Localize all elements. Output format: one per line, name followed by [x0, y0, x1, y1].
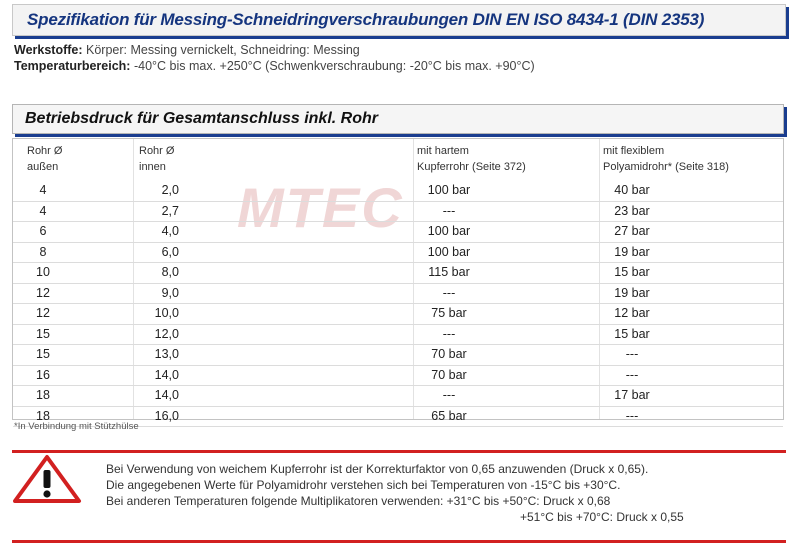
- warning-line: Bei anderen Temperaturen folgende Multiplikatoren verwenden: +31°C bis +50°C: Druck x 0,68: [106, 494, 611, 508]
- cell-inner: 6,0: [161, 244, 179, 259]
- cell-polyamide: 15 bar: [614, 326, 650, 341]
- cell-polyamide: 19 bar: [614, 285, 650, 300]
- cell-copper: 100 bar: [427, 183, 471, 197]
- table-row: [13, 202, 783, 223]
- cell-polyamide: 12 bar: [614, 306, 650, 320]
- table-row: [13, 325, 783, 346]
- cell-polyamide: 19 bar: [614, 244, 650, 259]
- material-label: Werkstoffe:: [14, 43, 83, 57]
- watermark-logo: MTEC: [237, 176, 404, 239]
- cell-copper: 70 bar: [431, 347, 467, 361]
- cell-polyamide: 40 bar: [614, 183, 650, 197]
- cell-polyamide: 15 bar: [614, 265, 650, 279]
- warning-line: Die angegebenen Werte für Polyamidrohr verstehen sich bei Temperaturen von -15°C bis +30°C.: [106, 478, 621, 492]
- table-row: [13, 263, 783, 284]
- warning-rule-top: [12, 450, 786, 453]
- cell-inner: 8,0: [161, 265, 179, 279]
- cell-outer: 4: [39, 203, 47, 218]
- temperature-label: Temperaturbereich:: [14, 59, 131, 73]
- cell-outer: 12: [36, 306, 50, 320]
- cell-outer: 4: [39, 183, 47, 197]
- warning-rule-bottom: [12, 540, 786, 543]
- table-row: [13, 222, 783, 243]
- cell-polyamide: 17 bar: [614, 388, 650, 402]
- cell-inner: 16,0: [154, 408, 179, 423]
- table-row: [13, 181, 783, 202]
- cell-copper: ---: [442, 203, 456, 218]
- table-row: [13, 304, 783, 325]
- cell-inner: 2,0: [161, 183, 179, 197]
- cell-polyamide: ---: [625, 347, 639, 361]
- header-copper-1: mit hartem: [417, 145, 469, 157]
- cell-copper: ---: [442, 388, 456, 402]
- header-inner-diameter-1: Rohr Ø: [139, 145, 175, 157]
- table-header: [13, 143, 783, 179]
- cell-polyamide: 23 bar: [614, 203, 650, 218]
- cell-inner: 10,0: [154, 306, 179, 320]
- header-polyamide-1: mit flexiblem: [603, 145, 665, 157]
- cell-inner: 4,0: [161, 224, 179, 238]
- page-title: Spezifikation für Messing-Schneidringverschraubungen DIN EN ISO 8434-1 (DIN 2353): [27, 10, 705, 29]
- cell-copper: 100 bar: [427, 244, 471, 259]
- cell-copper: ---: [442, 326, 456, 341]
- cell-copper: 70 bar: [431, 367, 467, 382]
- cell-inner: 12,0: [154, 326, 179, 341]
- section-banner: [12, 104, 784, 134]
- material-line: [14, 42, 535, 58]
- temperature-value: -40°C bis max. +250°C (Schwenkverschraubung: -20°C bis max. +90°C): [133, 59, 535, 73]
- table-row: [13, 366, 783, 387]
- cell-copper: 75 bar: [431, 306, 467, 320]
- cell-inner: 14,0: [154, 367, 179, 382]
- cell-polyamide: 27 bar: [614, 224, 650, 238]
- material-value: Körper: Messing vernickelt, Schneidring: Messing: [86, 43, 360, 57]
- cell-copper: 65 bar: [431, 408, 467, 423]
- cell-outer: 8: [39, 244, 47, 259]
- table-row: [13, 284, 783, 305]
- cell-inner: 2,7: [161, 203, 179, 218]
- header-outer-diameter-2: außen: [27, 161, 59, 173]
- cell-outer: 6: [39, 224, 47, 238]
- cell-outer: 15: [36, 347, 50, 361]
- table-row: [13, 345, 783, 366]
- cell-outer: 12: [36, 285, 50, 300]
- table-row: [13, 386, 783, 407]
- cell-inner: 14,0: [154, 388, 179, 402]
- specs-block: [14, 42, 535, 74]
- cell-outer: 16: [36, 367, 50, 382]
- cell-copper: 100 bar: [427, 224, 471, 238]
- cell-copper: ---: [442, 285, 456, 300]
- header-outer-diameter-1: Rohr Ø: [27, 145, 63, 157]
- pressure-table: [12, 138, 784, 423]
- cell-outer: 18: [36, 388, 50, 402]
- cell-polyamide: ---: [625, 367, 639, 382]
- header-inner-diameter-2: innen: [139, 161, 166, 173]
- warning-line: Bei Verwendung von weichem Kupferrohr ist der Korrekturfaktor von 0,65 anzuwenden (Druck x 0,65).: [106, 462, 649, 476]
- title-banner: [12, 4, 786, 36]
- cell-inner: 13,0: [154, 347, 179, 361]
- cell-polyamide: ---: [625, 408, 639, 423]
- header-polyamide-2: Polyamidrohr* (Seite 318): [603, 161, 729, 173]
- cell-outer: 18: [36, 408, 50, 423]
- warning-triangle-icon: [12, 454, 82, 504]
- warning-line: +51°C bis +70°C: Druck x 0,55: [520, 510, 684, 524]
- cell-inner: 9,0: [161, 285, 179, 300]
- temperature-line: [14, 58, 535, 74]
- cell-outer: 10: [36, 265, 50, 279]
- warning-text: [106, 461, 684, 525]
- header-copper-2: Kupferrohr (Seite 372): [417, 161, 526, 173]
- table-row: [13, 243, 783, 264]
- footnote: *In Verbindung mit Stützhülse: [14, 421, 139, 432]
- section-title: Betriebsdruck für Gesamtanschluss inkl. Rohr: [25, 110, 378, 127]
- cell-outer: 15: [36, 326, 50, 341]
- table-body: [13, 181, 783, 427]
- cell-copper: 115 bar: [428, 265, 470, 279]
